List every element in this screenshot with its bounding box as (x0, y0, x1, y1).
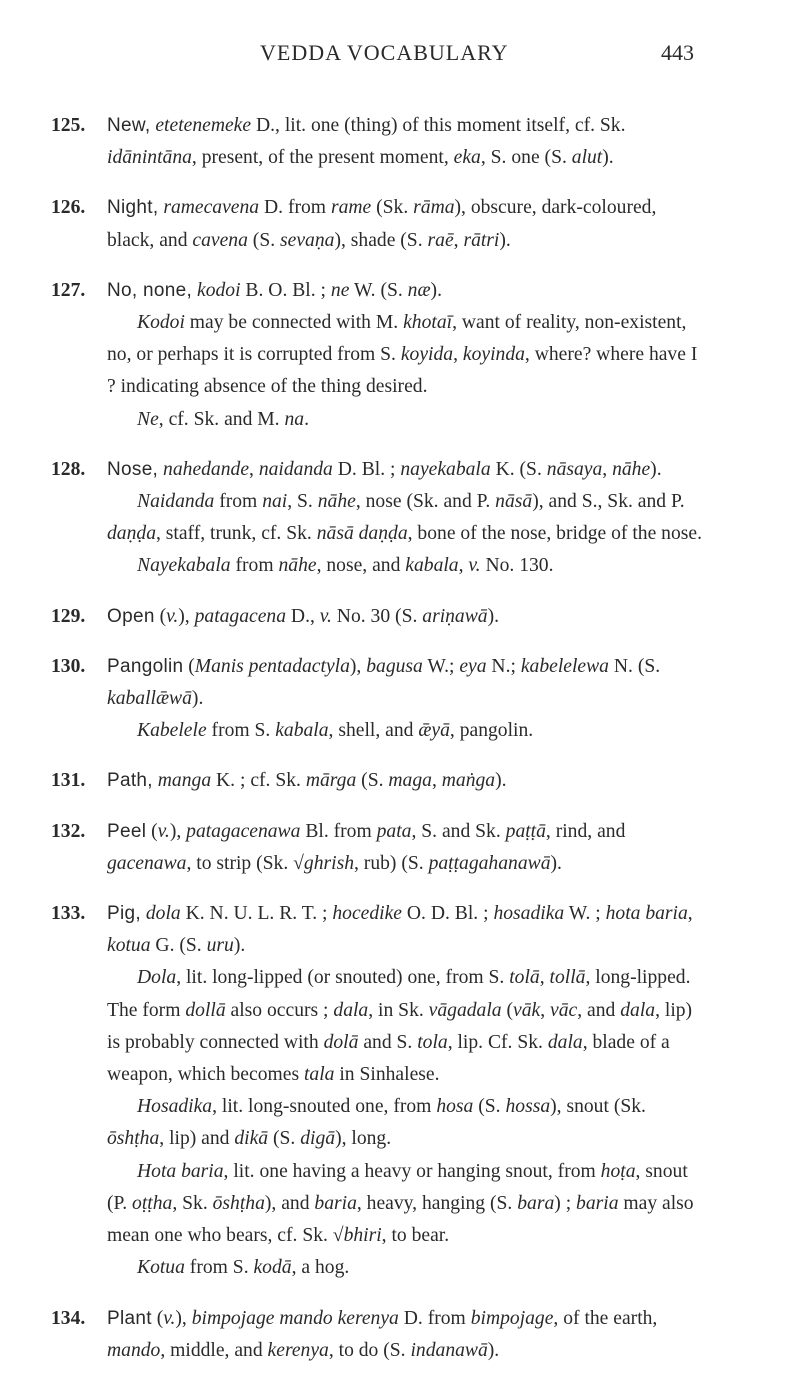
vocabulary-entry (51, 651, 707, 748)
entry-note: Ne, cf. Sk. and M. na. (137, 408, 309, 430)
entry-number: 130. (51, 655, 86, 677)
entry-number: 133. (51, 903, 86, 925)
vocabulary-entry (51, 192, 707, 256)
entry-note: Nayekabala from nāhe, nose, and kabala, v. No. 130. (137, 555, 554, 577)
entry-number: 128. (51, 458, 86, 480)
entry-note: Kotua from S. kodā, a hog. (137, 1257, 350, 1279)
entry-number: 125. (51, 115, 86, 136)
page-header (0, 40, 800, 76)
vocabulary-entry (51, 110, 707, 174)
entry-definition: No, none, kodoi B. O. Bl. ; ne W. (S. næ). (107, 279, 442, 301)
entry-note: Kabelele from S. kabala, shell, and ǣyā, pangolin. (137, 720, 534, 742)
entry-number: 129. (51, 605, 86, 627)
running-title: VEDDA VOCABULARY (260, 40, 509, 65)
entry-definition: Night, ramecavena D. from rame (Sk. rāma), obscure, dark-coloured, black, and cavena (S. sevaṇa), shade (S. raē, rātri). (107, 197, 657, 251)
vocabulary-entry (51, 601, 707, 633)
entry-definition: Nose, nahedande, naidanda D. Bl. ; nayekabala K. (S. nāsaya, nāhe). (107, 458, 662, 480)
entry-note: Kodoi may be connected with M. khotaī, want of reality, non-existent, no, or perhaps it is corrupted from S. koyida, koyinda, where? where have I ? indicating absence of the thing desired. (107, 312, 698, 398)
entry-note: Dola, lit. long-lipped (or snouted) one, from S. tolā, tollā, long-lipped. The form dollā also occurs ; dala, in Sk. vāgadala (vāk, vāc, and dala, lip) is probably connected with dolā and S. tola, lip. Cf. Sk. dala, blade of a weapon, which becomes tala in Sinhalese. (107, 967, 693, 1086)
entry-definition: Pig, dola K. N. U. L. R. T. ; hocedike O. D. Bl. ; hosadika W. ; hota baria, kotua G. (S. uru). (107, 903, 693, 957)
entry-definition: Plant (v.), bimpojage mando kerenya D. from bimpojage, of the earth, mando, middle, and kerenya, to do (S. indanawā). (107, 1307, 658, 1361)
vocabulary-entry (51, 765, 707, 797)
entry-number: 126. (51, 197, 86, 219)
vocabulary-entries (51, 110, 707, 1385)
entry-number: 134. (51, 1307, 86, 1329)
vocabulary-entry (51, 898, 707, 1284)
entry-definition: Peel (v.), patagacenawa Bl. from pata, S. and Sk. paṭṭā, rind, and gacenawa, to strip (Sk. √ghrish, rub) (S. paṭṭagahanawā). (107, 820, 626, 874)
entry-note: Hosadika, lit. long-snouted one, from hosa (S. hossa), snout (Sk. ōshṭha, lip) and dikā (S. digā), long. (107, 1096, 646, 1150)
vocabulary-entry (51, 1303, 707, 1367)
entry-number: 127. (51, 279, 86, 301)
entry-definition: Pangolin (Manis pentadactyla), bagusa W.; eya N.; kabelelewa N. (S. kaballǣwā). (107, 655, 661, 710)
entry-definition: Open (v.), patagacena D., v. No. 30 (S. ariṇawā). (107, 605, 500, 627)
entry-definition: Path, manga K. ; cf. Sk. mārga (S. maga, maṅga). (107, 770, 507, 792)
entry-definition: New, etetenemeke D., lit. one (thing) of this moment itself, cf. Sk. idānintāna, present, of the present moment, eka, S. one (S. alut). (107, 115, 626, 169)
vocabulary-entry (51, 454, 707, 583)
entry-number: 132. (51, 820, 86, 842)
vocabulary-entry (51, 275, 707, 436)
entry-note: Naidanda from nai, S. nāhe, nose (Sk. and P. nāsā), and S., Sk. and P. daṇḍa, staff, trunk, cf. Sk. nāsā daṇḍa, bone of the nose, bridge of the nose. (107, 491, 703, 545)
page-number: 443 (661, 40, 694, 65)
entry-number: 131. (51, 770, 86, 792)
entry-note: Hota baria, lit. one having a heavy or hanging snout, from hoṭa, snout (P. oṭṭha, Sk. ōshṭha), and baria, heavy, hanging (S. bara) ; baria may also mean one who bears, cf. Sk. √bhiri, to bear. (107, 1160, 694, 1247)
vocabulary-entry (51, 816, 707, 880)
